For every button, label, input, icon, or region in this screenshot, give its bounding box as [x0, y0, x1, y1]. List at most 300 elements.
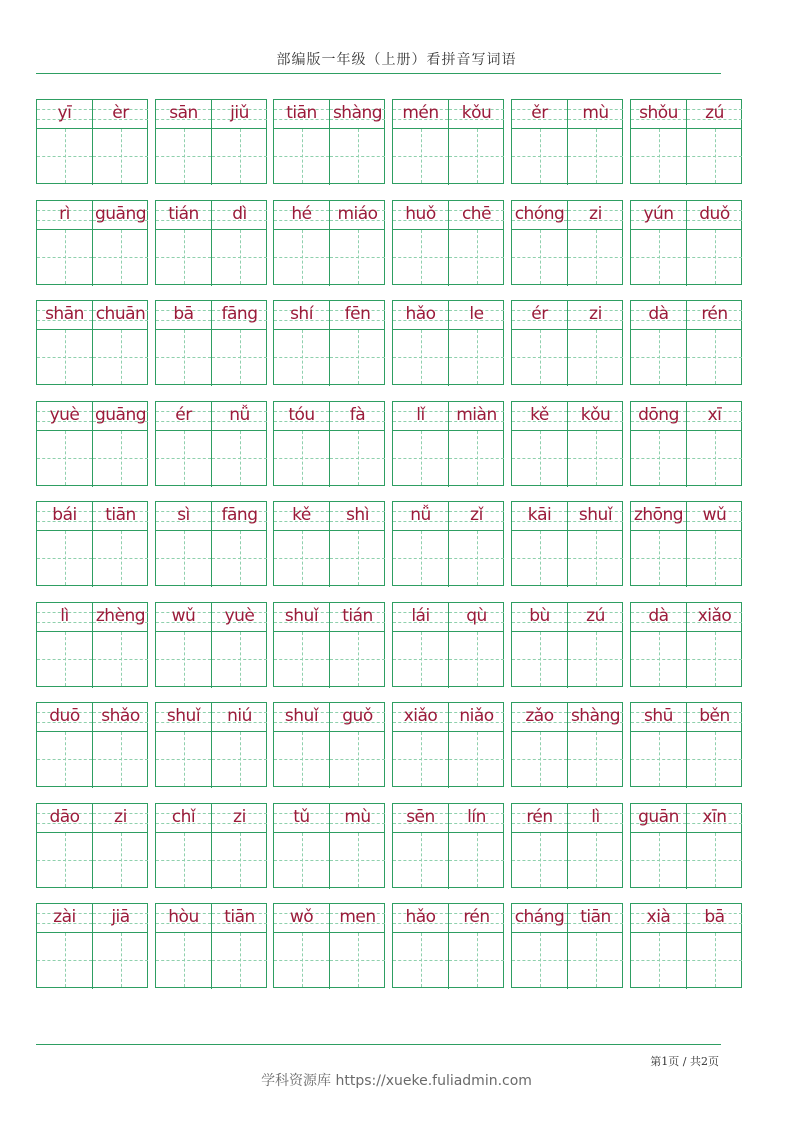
hanzi-writing-box[interactable] — [393, 230, 448, 284]
hanzi-writing-box[interactable] — [93, 531, 148, 585]
character-cell — [686, 201, 742, 286]
character-cell — [448, 804, 504, 889]
word-box — [630, 702, 742, 787]
word-box — [392, 602, 504, 687]
hanzi-writing-box[interactable] — [274, 933, 329, 987]
hanzi-writing-box[interactable] — [449, 330, 504, 384]
word-box — [36, 200, 148, 285]
character-cell — [631, 703, 686, 788]
pinyin-band — [631, 100, 686, 129]
word-box — [273, 602, 385, 687]
word-row — [36, 300, 744, 386]
character-cell — [211, 904, 267, 989]
pinyin-band — [512, 100, 567, 129]
pinyin-syllable: zhèng — [95, 606, 146, 626]
pinyin-band — [37, 904, 92, 933]
hanzi-writing-box[interactable] — [93, 330, 148, 384]
character-cell — [37, 301, 92, 386]
hanzi-writing-box[interactable] — [631, 933, 686, 987]
pinyin-band — [687, 804, 742, 833]
hanzi-writing-box[interactable] — [631, 632, 686, 686]
hanzi-writing-box[interactable] — [393, 531, 448, 585]
hanzi-writing-box[interactable] — [568, 531, 623, 585]
hanzi-writing-box[interactable] — [449, 230, 504, 284]
pinyin-syllable: zi — [233, 807, 246, 827]
character-cell — [274, 703, 329, 788]
pinyin-syllable: huǒ — [405, 204, 436, 224]
pinyin-syllable: yún — [643, 204, 674, 224]
character-cell — [92, 301, 148, 386]
hanzi-writing-box[interactable] — [512, 933, 567, 987]
hanzi-writing-box[interactable] — [37, 933, 92, 987]
hanzi-writing-box[interactable] — [93, 833, 148, 887]
hanzi-writing-box[interactable] — [568, 330, 623, 384]
pinyin-syllable: lì — [60, 606, 69, 626]
hanzi-writing-box[interactable] — [393, 732, 448, 786]
pinyin-band — [212, 201, 267, 230]
hanzi-writing-box[interactable] — [393, 129, 448, 183]
word-box — [273, 300, 385, 385]
pinyin-syllable: wǒ — [289, 907, 314, 927]
hanzi-writing-box[interactable] — [393, 431, 448, 485]
character-cell — [274, 804, 329, 889]
word-box — [630, 401, 742, 486]
word-box — [511, 803, 623, 888]
hanzi-writing-box[interactable] — [274, 531, 329, 585]
hanzi-writing-box[interactable] — [568, 431, 623, 485]
character-cell — [631, 201, 686, 286]
hanzi-writing-box[interactable] — [631, 230, 686, 284]
source-watermark: 学科资源库 https://xueke.fuliadmin.com — [261, 1073, 532, 1089]
pinyin-band — [330, 603, 385, 632]
pinyin-band — [93, 301, 148, 330]
hanzi-writing-box[interactable] — [37, 230, 92, 284]
hanzi-writing-box[interactable] — [93, 933, 148, 987]
character-cell — [37, 502, 92, 587]
pinyin-band — [93, 502, 148, 531]
pinyin-syllable: zǐ — [470, 505, 483, 525]
hanzi-writing-box[interactable] — [687, 330, 742, 384]
hanzi-writing-box[interactable] — [330, 933, 385, 987]
word-row — [36, 401, 744, 487]
pinyin-band — [631, 804, 686, 833]
hanzi-writing-box[interactable] — [330, 632, 385, 686]
hanzi-writing-box[interactable] — [330, 531, 385, 585]
hanzi-writing-box[interactable] — [330, 230, 385, 284]
pinyin-syllable: kě — [530, 405, 549, 425]
pinyin-syllable: tiān — [105, 505, 136, 525]
pinyin-syllable: lì — [591, 807, 600, 827]
word-box — [273, 401, 385, 486]
pinyin-syllable: dà — [648, 304, 669, 324]
pinyin-band — [687, 301, 742, 330]
hanzi-writing-box[interactable] — [512, 129, 567, 183]
pinyin-band — [93, 703, 148, 732]
character-cell — [567, 201, 623, 286]
hanzi-writing-box[interactable] — [687, 632, 742, 686]
pinyin-band — [393, 804, 448, 833]
hanzi-writing-box[interactable] — [449, 933, 504, 987]
character-cell — [448, 502, 504, 587]
hanzi-writing-box[interactable] — [93, 129, 148, 183]
pinyin-syllable: bù — [529, 606, 550, 626]
hanzi-writing-box[interactable] — [330, 833, 385, 887]
word-box — [511, 99, 623, 184]
character-cell — [393, 603, 448, 688]
hanzi-writing-box[interactable] — [37, 632, 92, 686]
pinyin-syllable: mù — [344, 807, 371, 827]
pinyin-syllable: niú — [227, 706, 252, 726]
hanzi-writing-box[interactable] — [330, 431, 385, 485]
pinyin-band — [212, 301, 267, 330]
character-cell — [631, 603, 686, 688]
pinyin-syllable: zi — [589, 204, 602, 224]
character-cell — [631, 301, 686, 386]
character-cell — [631, 100, 686, 185]
pinyin-syllable: chǐ — [171, 807, 196, 827]
pinyin-band — [393, 301, 448, 330]
pinyin-band — [330, 402, 385, 431]
pinyin-band — [156, 502, 211, 531]
pinyin-syllable: fà — [349, 405, 366, 425]
hanzi-writing-box[interactable] — [687, 531, 742, 585]
word-box — [36, 602, 148, 687]
pinyin-band — [93, 603, 148, 632]
pinyin-syllable: zi — [114, 807, 127, 827]
hanzi-writing-box[interactable] — [512, 732, 567, 786]
hanzi-writing-box[interactable] — [37, 531, 92, 585]
hanzi-writing-box[interactable] — [212, 732, 267, 786]
pinyin-band — [512, 502, 567, 531]
word-box — [273, 903, 385, 988]
pinyin-band — [330, 502, 385, 531]
character-cell — [448, 603, 504, 688]
hanzi-writing-box[interactable] — [274, 732, 329, 786]
hanzi-writing-box[interactable] — [212, 431, 267, 485]
pinyin-syllable: dà — [648, 606, 669, 626]
hanzi-writing-box[interactable] — [212, 632, 267, 686]
word-box — [273, 501, 385, 586]
pinyin-syllable: tiān — [286, 103, 317, 123]
pinyin-band — [274, 703, 329, 732]
hanzi-writing-box[interactable] — [512, 531, 567, 585]
word-box — [511, 401, 623, 486]
word-box — [36, 702, 148, 787]
pinyin-syllable: kě — [292, 505, 311, 525]
pinyin-syllable: hǎo — [405, 907, 436, 927]
hanzi-writing-box[interactable] — [93, 431, 148, 485]
hanzi-writing-box[interactable] — [274, 632, 329, 686]
pinyin-band — [568, 603, 623, 632]
character-cell — [567, 402, 623, 487]
word-box — [511, 702, 623, 787]
character-cell — [156, 402, 211, 487]
pinyin-band — [393, 502, 448, 531]
pinyin-band — [449, 402, 504, 431]
character-cell — [37, 201, 92, 286]
pinyin-syllable: tiān — [224, 907, 255, 927]
hanzi-writing-box[interactable] — [274, 431, 329, 485]
hanzi-writing-box[interactable] — [631, 431, 686, 485]
hanzi-writing-box[interactable] — [156, 330, 211, 384]
hanzi-writing-box[interactable] — [212, 129, 267, 183]
hanzi-writing-box[interactable] — [330, 732, 385, 786]
pinyin-syllable: yī — [57, 103, 72, 123]
pinyin-syllable: shuǐ — [166, 706, 201, 726]
pinyin-band — [274, 603, 329, 632]
hanzi-writing-box[interactable] — [687, 230, 742, 284]
character-cell — [512, 402, 567, 487]
hanzi-writing-box[interactable] — [568, 933, 623, 987]
pinyin-band — [568, 301, 623, 330]
hanzi-writing-box[interactable] — [568, 632, 623, 686]
hanzi-writing-box[interactable] — [37, 431, 92, 485]
hanzi-writing-box[interactable] — [156, 230, 211, 284]
hanzi-writing-box[interactable] — [568, 833, 623, 887]
hanzi-writing-box[interactable] — [449, 632, 504, 686]
pinyin-syllable: shū — [644, 706, 673, 726]
character-cell — [686, 804, 742, 889]
hanzi-writing-box[interactable] — [687, 732, 742, 786]
pinyin-syllable: zi — [589, 304, 602, 324]
hanzi-writing-box[interactable] — [449, 732, 504, 786]
hanzi-writing-box[interactable] — [568, 732, 623, 786]
hanzi-writing-box[interactable] — [156, 933, 211, 987]
pinyin-band — [568, 703, 623, 732]
hanzi-writing-box[interactable] — [512, 330, 567, 384]
pinyin-syllable: chóng — [514, 204, 565, 224]
pinyin-band — [512, 703, 567, 732]
pinyin-band — [37, 402, 92, 431]
word-row — [36, 602, 744, 688]
pinyin-band — [37, 301, 92, 330]
hanzi-writing-box[interactable] — [512, 230, 567, 284]
hanzi-writing-box[interactable] — [687, 129, 742, 183]
hanzi-writing-box[interactable] — [393, 833, 448, 887]
character-cell — [274, 904, 329, 989]
hanzi-writing-box[interactable] — [37, 330, 92, 384]
character-cell — [211, 703, 267, 788]
pinyin-band — [330, 904, 385, 933]
pinyin-band — [512, 301, 567, 330]
hanzi-writing-box[interactable] — [156, 732, 211, 786]
pinyin-syllable: xī — [707, 405, 722, 425]
character-cell — [631, 502, 686, 587]
pinyin-band — [512, 904, 567, 933]
character-cell — [448, 201, 504, 286]
pinyin-band — [631, 201, 686, 230]
pinyin-band — [330, 804, 385, 833]
word-row — [36, 99, 744, 185]
pinyin-band — [212, 502, 267, 531]
character-cell — [329, 201, 385, 286]
hanzi-writing-box[interactable] — [37, 732, 92, 786]
pinyin-syllable: tǔ — [293, 807, 310, 827]
character-cell — [156, 904, 211, 989]
pinyin-band — [156, 301, 211, 330]
hanzi-writing-box[interactable] — [631, 129, 686, 183]
hanzi-writing-box[interactable] — [687, 833, 742, 887]
hanzi-writing-box[interactable] — [212, 833, 267, 887]
word-box — [36, 99, 148, 184]
character-cell — [686, 100, 742, 185]
hanzi-writing-box[interactable] — [512, 632, 567, 686]
pinyin-band — [93, 100, 148, 129]
character-cell — [37, 904, 92, 989]
hanzi-writing-box[interactable] — [156, 431, 211, 485]
character-cell — [448, 703, 504, 788]
hanzi-writing-box[interactable] — [512, 833, 567, 887]
word-box — [511, 602, 623, 687]
pinyin-band — [687, 201, 742, 230]
hanzi-writing-box[interactable] — [274, 833, 329, 887]
word-box — [392, 702, 504, 787]
character-cell — [211, 804, 267, 889]
word-row — [36, 200, 744, 286]
character-cell — [393, 301, 448, 386]
hanzi-writing-box[interactable] — [330, 129, 385, 183]
character-cell — [329, 804, 385, 889]
pinyin-syllable: shān — [45, 304, 84, 324]
character-cell — [567, 502, 623, 587]
hanzi-writing-box[interactable] — [512, 431, 567, 485]
pinyin-band — [330, 703, 385, 732]
hanzi-writing-box[interactable] — [631, 833, 686, 887]
character-cell — [686, 402, 742, 487]
hanzi-writing-box[interactable] — [274, 330, 329, 384]
hanzi-writing-box[interactable] — [393, 933, 448, 987]
character-cell — [631, 904, 686, 989]
character-cell — [329, 904, 385, 989]
hanzi-writing-box[interactable] — [156, 129, 211, 183]
character-cell — [156, 502, 211, 587]
hanzi-writing-box[interactable] — [687, 431, 742, 485]
hanzi-writing-box[interactable] — [631, 330, 686, 384]
pinyin-band — [156, 201, 211, 230]
pinyin-band — [393, 904, 448, 933]
hanzi-writing-box[interactable] — [212, 330, 267, 384]
hanzi-writing-box[interactable] — [449, 531, 504, 585]
hanzi-writing-box[interactable] — [631, 732, 686, 786]
word-box — [36, 803, 148, 888]
character-cell — [448, 402, 504, 487]
hanzi-writing-box[interactable] — [156, 632, 211, 686]
character-cell — [686, 502, 742, 587]
pinyin-syllable: guāng — [94, 405, 147, 425]
pinyin-band — [449, 100, 504, 129]
character-cell — [393, 201, 448, 286]
page-header-title: 部编版一年级（上册）看拼音写词语 — [276, 52, 517, 68]
pinyin-band — [568, 502, 623, 531]
word-box — [273, 200, 385, 285]
pinyin-syllable: èr — [112, 103, 129, 123]
pinyin-syllable: sēn — [406, 807, 435, 827]
pinyin-band — [568, 201, 623, 230]
hanzi-writing-box[interactable] — [393, 632, 448, 686]
pinyin-band — [687, 603, 742, 632]
character-cell — [512, 804, 567, 889]
hanzi-writing-box[interactable] — [449, 833, 504, 887]
character-cell — [92, 402, 148, 487]
character-cell — [393, 804, 448, 889]
word-box — [630, 99, 742, 184]
word-box — [392, 200, 504, 285]
word-box — [511, 200, 623, 285]
hanzi-writing-box[interactable] — [274, 230, 329, 284]
pinyin-syllable: ěr — [531, 103, 548, 123]
character-cell — [329, 603, 385, 688]
character-cell — [567, 603, 623, 688]
word-box — [392, 903, 504, 988]
character-cell — [448, 100, 504, 185]
pinyin-band — [156, 603, 211, 632]
word-box — [155, 300, 267, 385]
pinyin-syllable: nǚ — [229, 405, 250, 425]
character-cell — [274, 100, 329, 185]
pinyin-syllable: rén — [526, 807, 553, 827]
hanzi-writing-box[interactable] — [631, 531, 686, 585]
character-cell — [211, 402, 267, 487]
hanzi-writing-box[interactable] — [93, 732, 148, 786]
hanzi-writing-box[interactable] — [156, 531, 211, 585]
pinyin-band — [156, 904, 211, 933]
word-box — [273, 99, 385, 184]
hanzi-writing-box[interactable] — [568, 129, 623, 183]
hanzi-writing-box[interactable] — [568, 230, 623, 284]
character-cell — [211, 502, 267, 587]
word-box — [630, 200, 742, 285]
hanzi-writing-box[interactable] — [393, 330, 448, 384]
character-cell — [512, 201, 567, 286]
character-cell — [631, 402, 686, 487]
hanzi-writing-box[interactable] — [212, 933, 267, 987]
pinyin-band — [687, 100, 742, 129]
word-box — [273, 702, 385, 787]
word-box — [392, 99, 504, 184]
character-cell — [211, 301, 267, 386]
hanzi-writing-box[interactable] — [156, 833, 211, 887]
character-cell — [393, 402, 448, 487]
hanzi-writing-box[interactable] — [93, 230, 148, 284]
pinyin-syllable: běn — [699, 706, 730, 726]
hanzi-writing-box[interactable] — [37, 833, 92, 887]
character-cell — [512, 100, 567, 185]
pinyin-syllable: sì — [177, 505, 190, 525]
character-cell — [393, 502, 448, 587]
hanzi-writing-box[interactable] — [449, 129, 504, 183]
pinyin-band — [568, 804, 623, 833]
pinyin-syllable: xià — [646, 907, 671, 927]
character-cell — [92, 904, 148, 989]
hanzi-writing-box[interactable] — [212, 230, 267, 284]
hanzi-writing-box[interactable] — [212, 531, 267, 585]
hanzi-writing-box[interactable] — [330, 330, 385, 384]
pinyin-syllable: sān — [169, 103, 198, 123]
pinyin-syllable: dāo — [49, 807, 80, 827]
character-cell — [211, 100, 267, 185]
hanzi-writing-box[interactable] — [274, 129, 329, 183]
character-cell — [393, 100, 448, 185]
hanzi-writing-box[interactable] — [449, 431, 504, 485]
hanzi-writing-box[interactable] — [687, 933, 742, 987]
pinyin-syllable: zài — [53, 907, 76, 927]
hanzi-writing-box[interactable] — [93, 632, 148, 686]
hanzi-writing-box[interactable] — [37, 129, 92, 183]
character-cell — [92, 502, 148, 587]
pinyin-band — [274, 904, 329, 933]
word-box — [155, 200, 267, 285]
pinyin-syllable: xiǎo — [697, 606, 732, 626]
